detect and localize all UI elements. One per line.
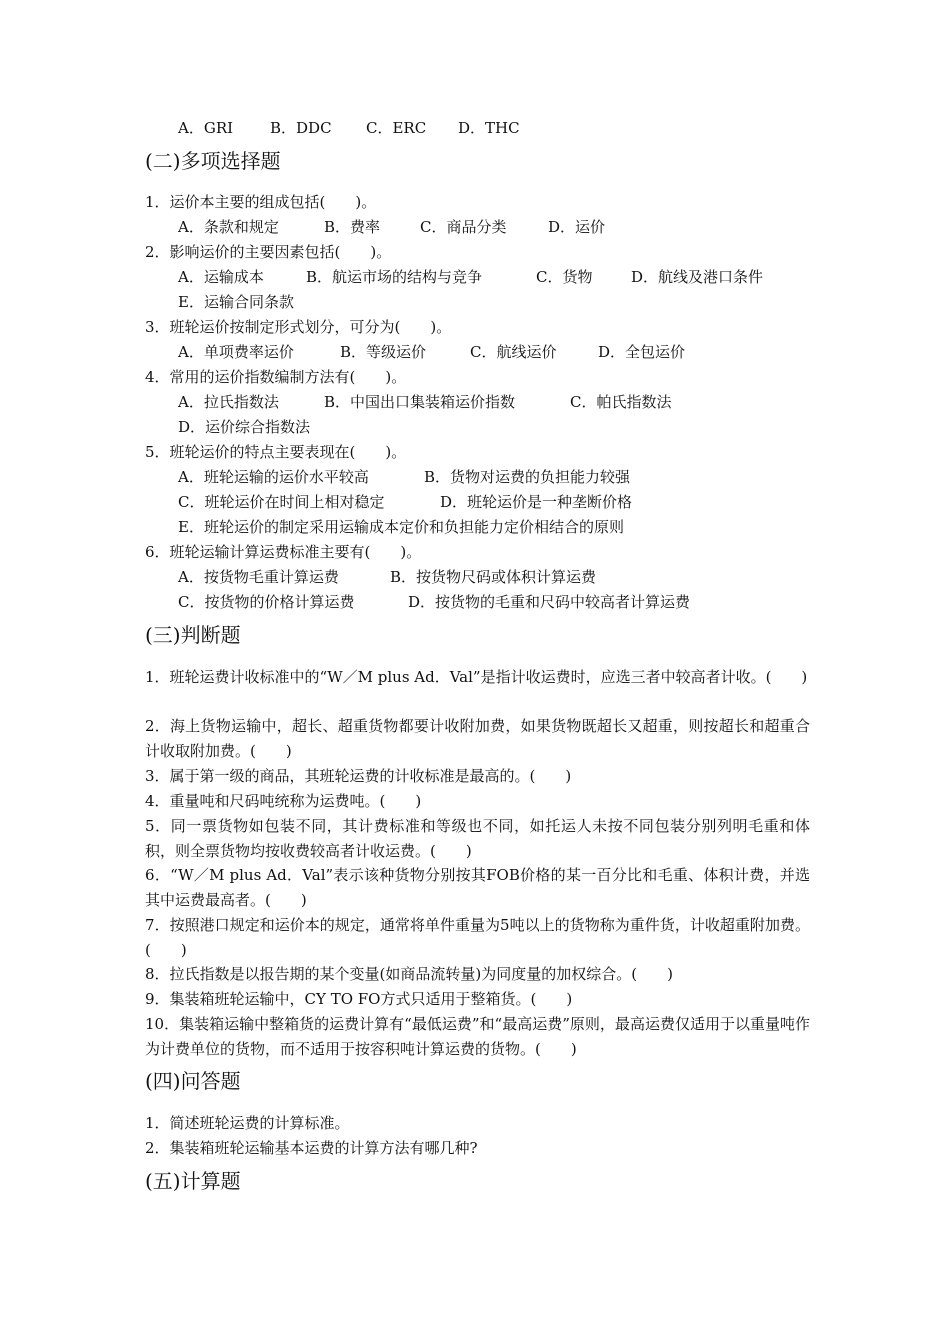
option: D．THC (458, 119, 520, 137)
option: C．班轮运价在时间上相对稳定 (178, 493, 385, 511)
option-row (178, 118, 520, 138)
question-stem: 4．常用的运价指数编制方法有( )。 (145, 368, 407, 386)
option: D．运价 (548, 218, 606, 236)
option-row (178, 567, 596, 587)
option: D．按货物的毛重和尺码中较高者计算运费 (408, 593, 691, 611)
judgement-question: 4．重量吨和尺码吨统称为运费吨。( ) (145, 792, 422, 810)
option: B．DDC (270, 119, 332, 137)
section-heading: (四)问答题 (145, 1069, 241, 1093)
option: B．费率 (324, 218, 381, 236)
option-row (178, 517, 624, 537)
option-row (178, 267, 763, 287)
option-row (178, 217, 605, 237)
option: B．货物对运费的负担能力较强 (424, 468, 631, 486)
option: A．按货物毛重计算运费 (178, 568, 339, 586)
section-heading: (二)多项选择题 (145, 149, 281, 173)
option-row (178, 342, 685, 362)
question-stem: 1．运价本主要的组成包括( )。 (145, 193, 377, 211)
option: E．班轮运价的制定采用运输成本定价和负担能力定价相结合的原则 (178, 518, 624, 536)
option-row (178, 392, 671, 412)
option: D．全包运价 (598, 343, 686, 361)
qa-question: 1．简述班轮运费的计算标准。 (145, 1114, 350, 1132)
option: A．GRI (178, 119, 234, 137)
option: C．商品分类 (420, 218, 507, 236)
judgement-question: 7．按照港口规定和运价本的规定，通常将单件重量为5吨以上的货物称为重件货，计收超重附加费。( ) (145, 916, 810, 959)
option: D．运价综合指数法 (178, 418, 311, 436)
option: A．拉氏指数法 (178, 393, 279, 411)
judgement-question: 10．集装箱运输中整箱货的运费计算有“最低运费”和“最高运费”原则，最高运费仅适用于以重量吨作为计费单位的货物，而不适用于按容积吨计算运费的货物。( ) (145, 1015, 810, 1058)
section-heading: (三)判断题 (145, 623, 241, 647)
option: C．按货物的价格计算运费 (178, 593, 355, 611)
option-row (178, 467, 630, 487)
option: C．帕氏指数法 (570, 393, 672, 411)
judgement-question: 9．集装箱班轮运输中，CY TO FO方式只适用于整箱货。( ) (145, 990, 573, 1008)
judgement-question: 1．班轮运费计收标准中的“W／M plus Ad．Val”是指计收运费时，应选三者中较高者计收。( ) (145, 668, 808, 686)
option: D．航线及港口条件 (631, 268, 764, 286)
question-stem: 5．班轮运价的特点主要表现在( )。 (145, 443, 407, 461)
option: B．航运市场的结构与竞争 (306, 268, 483, 286)
option: C．ERC (366, 119, 427, 137)
option-row (178, 592, 690, 612)
option: B．等级运价 (340, 343, 427, 361)
option: E．运输合同条款 (178, 293, 294, 311)
question-stem: 6．班轮运输计算运费标准主要有( )。 (145, 543, 422, 561)
section-heading: (五)计算题 (145, 1169, 241, 1193)
judgement-question: 2．海上货物运输中，超长、超重货物都要计收附加费，如果货物既超长又超重，则按超长和超重合计收取附加费。( ) (145, 717, 810, 760)
judgement-question: 3．属于第一级的商品，其班轮运费的计收标准是最高的。( ) (145, 767, 572, 785)
option: A．单项费率运价 (178, 343, 294, 361)
option: C．航线运价 (470, 343, 557, 361)
option: A．条款和规定 (178, 218, 279, 236)
option: D．班轮运价是一种垄断价格 (440, 493, 633, 511)
option-row (178, 417, 310, 437)
option-row (178, 492, 632, 512)
option: A．班轮运输的运价水平较高 (178, 468, 369, 486)
judgement-question: 6．“W／M plus Ad．Val”表示该种货物分别按其FOB价格的某一百分比和毛重、体积计费，并选其中运费最高者。( ) (145, 866, 810, 909)
question-stem: 2．影响运价的主要因素包括( )。 (145, 243, 392, 261)
question-stem: 3．班轮运价按制定形式划分，可分为( )。 (145, 318, 452, 336)
option: B．中国出口集装箱运价指数 (324, 393, 516, 411)
judgement-question: 5．同一票货物如包装不同，其计费标准和等级也不同，如托运人未按不同包装分别列明毛重和体积，则全票货物均按收费较高者计收运费。( ) (145, 817, 810, 860)
option: B．按货物尺码或体积计算运费 (390, 568, 597, 586)
option-row (178, 292, 294, 312)
option: C．货物 (536, 268, 593, 286)
judgement-question: 8．拉氏指数是以报告期的某个变量(如商品流转量)为同度量的加权综合。( ) (145, 965, 673, 983)
qa-question: 2．集装箱班轮运输基本运费的计算方法有哪几种? (145, 1139, 478, 1157)
option: A．运输成本 (178, 268, 264, 286)
